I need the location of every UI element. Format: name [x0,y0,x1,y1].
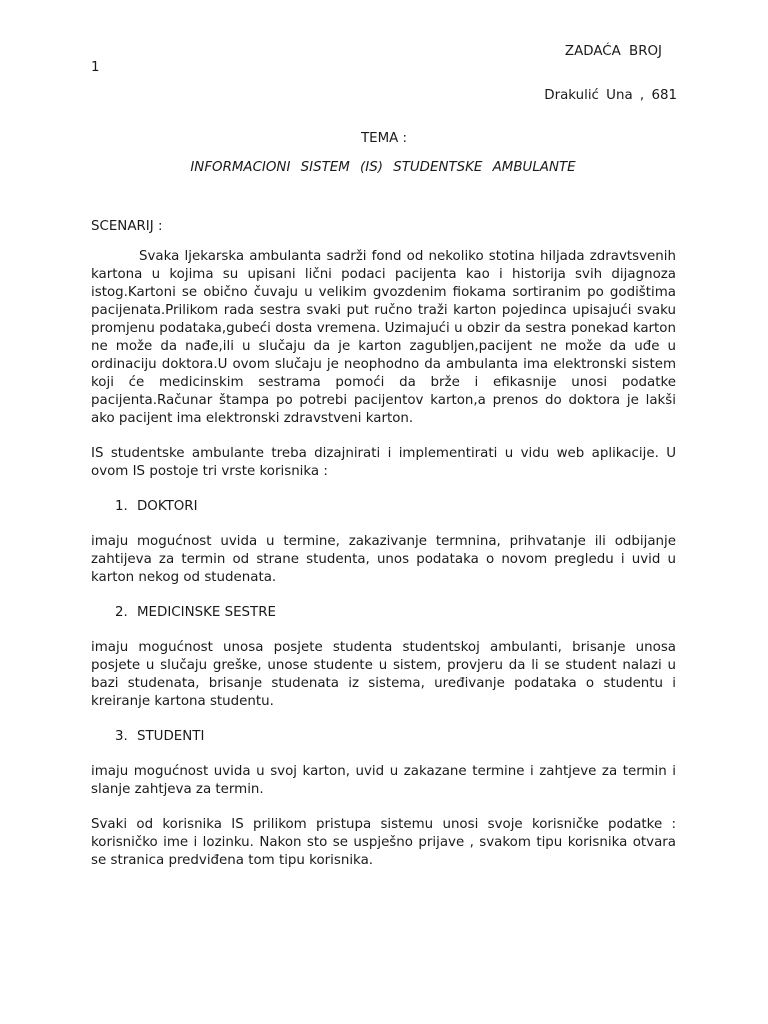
closing-paragraph: Svaki od korisnika IS prilikom pristupa sistemu unosi svoje korisničke podatke : korisničko ime i lozinku. Nakon sto se uspješno prijave , svakom tipu korisnika otvara se stranica predviđena tom tipu korisnika. [91,817,676,868]
list-label: MEDICINSKE SESTRE [137,605,276,620]
nurses-description: imaju mogućnost unosa posjete studenta studentskoj ambulanti, brisanje unosa posjete u slučaju greške, unose studente u sistem, provjeru da li se student nalazi u bazi studenata, brisanje studenata iz sistema, uređivanje podataka o studentu i kreiranje kartona studentu. [91,640,676,709]
list-number: 3. [115,729,128,744]
assignment-number: 1 [91,60,100,75]
scenario-label: SCENARIJ : [91,219,163,234]
list-item-students [91,728,676,746]
list-label: DOKTORI [137,499,198,514]
document-title: INFORMACIONI SISTEM (IS) STUDENTSKE AMBULANTE [190,160,576,175]
students-description: imaju mogućnost uvida u svoj karton, uvid u zakazane termine i zahtjeve za termin i slanje zahtjeva za termin. [91,764,676,797]
scenario-paragraph: Svaka ljekarska ambulanta sadrži fond od nekoliko stotina hiljada zdravtsvenih kartona u kojima su upisani lični podaci pacijenta kao i historija svih dijagnoza istog.Kartoni se obično čuvaju u velikim gvozdenim fiokama sortiranim po godištima pacijenata.Prilikom rada sestra svaki put ručno traži karton pojedinca upisajući svaku promjenu podataka,gubeći dosta vremena. Uzimajući u obzir da sestra ponekad karton ne može da nađe,ili u slučaju da je karton zagubljen,pacijent ne može da uđe u ordinaciju doktora.U ovom slučaju je neophodno da ambulanta ima elektronski sistem koji će medicinskim sestrama pomoći da brže i efikasnije unosi podatke pacijenta.Računar štampa po potrebi pacijentov karton,a prenos do doktora je lakši ako pacijent ima elektronski zdravstveni karton. [91,249,676,426]
author-line: Drakulić Una , 681 [544,88,677,103]
list-number: 1. [115,499,128,514]
list-number: 2. [115,605,128,620]
assignment-heading: ZADAĆA BROJ [564,44,662,59]
intro-paragraph: IS studentske ambulante treba dizajnirati i implementirati u vidu web aplikacije. U ovom IS postoje tri vrste korisnika : [91,446,676,479]
list-item-nurses [91,604,676,622]
document-body [91,218,676,870]
topic-label: TEMA : [360,131,408,146]
doctors-description: imaju mogućnost uvida u termine, zakazivanje termnina, prihvatanje ili odbijanje zahtijeva za termin od strane studenta, unos podataka o novom pregledu i uvid u karton nekog od studenata. [91,534,676,585]
list-item-doctors [91,498,676,516]
list-label: STUDENTI [137,729,205,744]
